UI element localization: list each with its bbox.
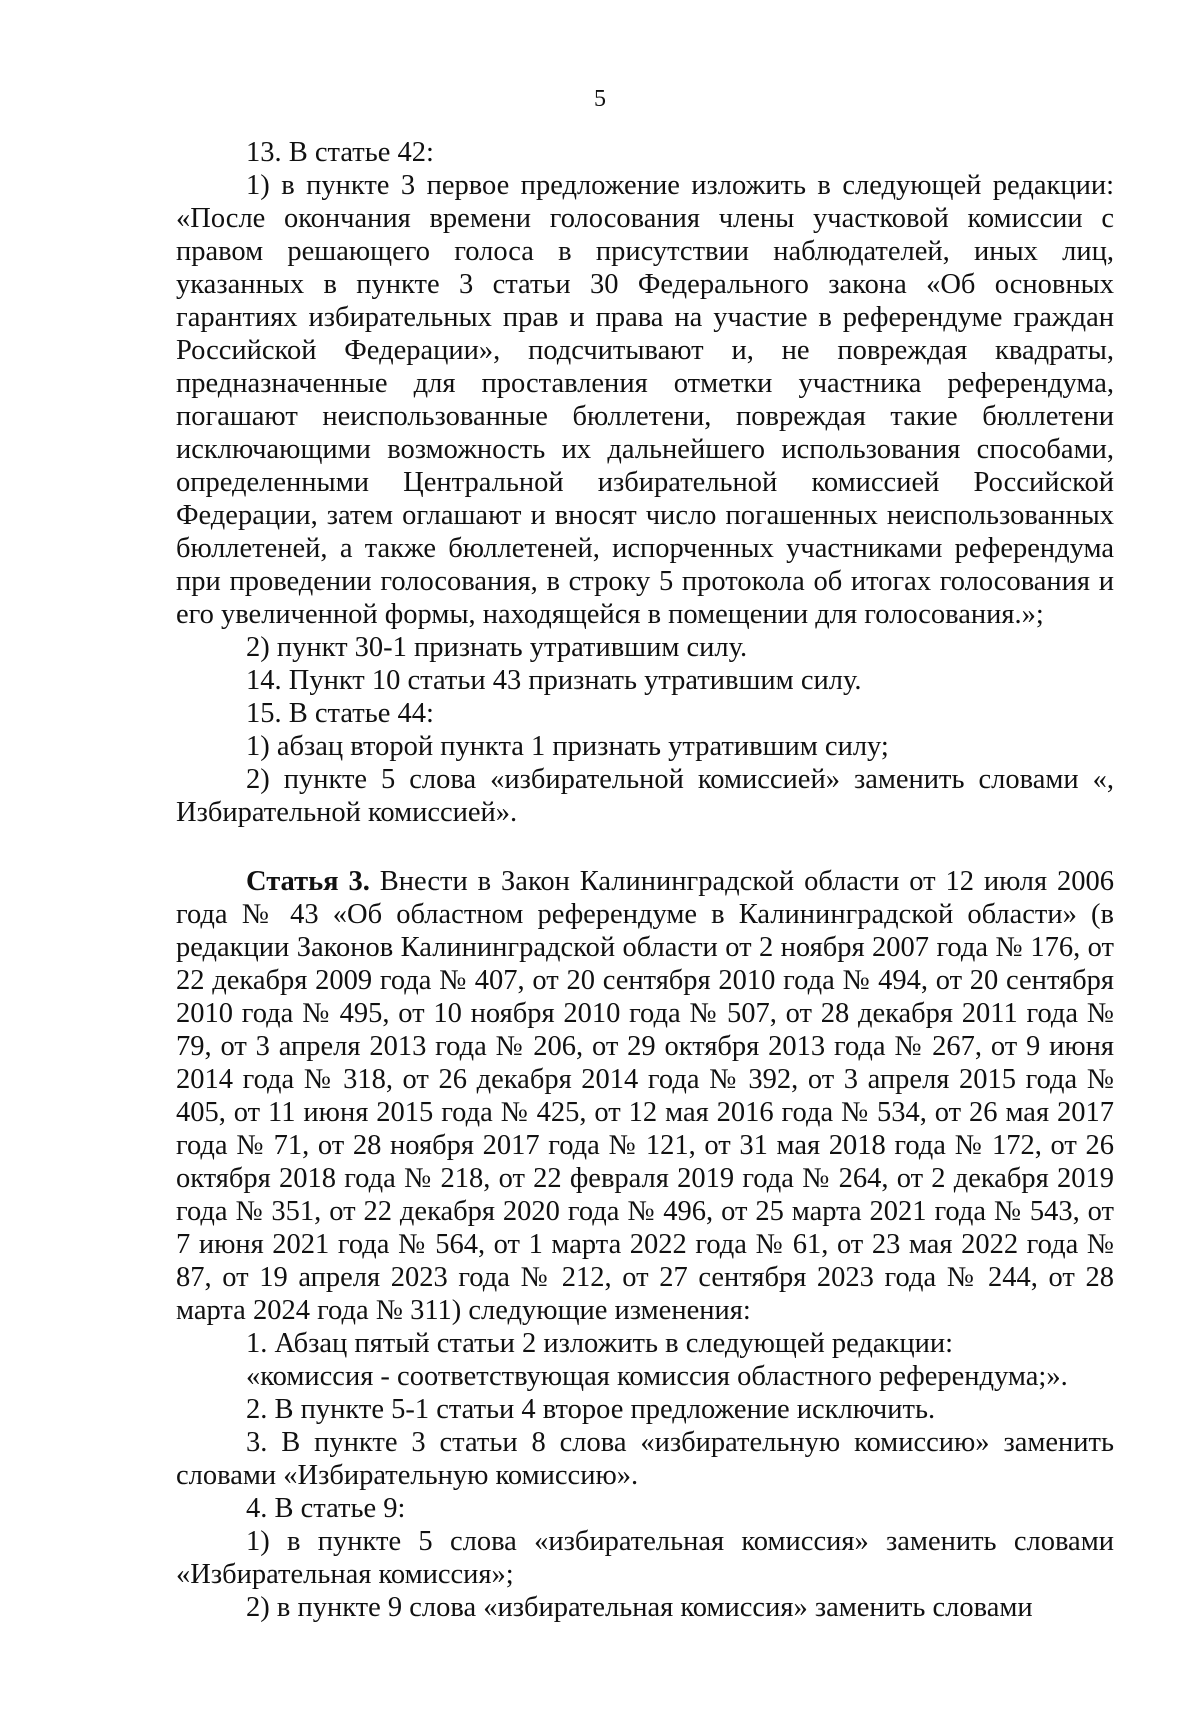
article3-heading: Статья 3.	[246, 866, 370, 897]
change-4-item1: 1) в пункте 5 слова «избирательная комиссия» заменить словами «Избирательная комиссия»;	[176, 1526, 1114, 1590]
article3-paragraph	[176, 865, 1114, 1327]
paragraph-14: 14. Пункт 10 статьи 43 признать утратившим силу.	[246, 665, 862, 696]
change-2: 2. В пункте 5-1 статьи 4 второе предложение исключить.	[246, 1394, 936, 1425]
paragraph-article42: 13. В статье 42:	[246, 137, 434, 168]
paragraph-15-item1: 1) абзац второй пункта 1 признать утратившим силу;	[246, 731, 889, 762]
change-4: 4. В статье 9:	[246, 1493, 406, 1524]
document-body	[176, 136, 1114, 1624]
page-number: 5	[594, 86, 606, 112]
paragraph-item2: 2) пункт 30-1 признать утратившим силу.	[246, 632, 748, 663]
change-1: 1. Абзац пятый статьи 2 изложить в следующей редакции:	[246, 1328, 954, 1359]
change-1-quote: «комиссия - соответствующая комиссия областного референдума;».	[246, 1361, 1068, 1392]
paragraph-item1: 1) в пункте 3 первое предложение изложить в следующей редакции: «После окончания времени голосования члены участковой комиссии с правом решающего голоса в присутствии наблюдателей, иных лиц, указанных в пункте 3 статьи 30 Федерального закона «Об основных гарантиях избирательных прав и права на участие в референдуме граждан Российской Федерации», подсчитывают и, не повреждая квадраты, предназначенные для проставления отметки участника референдума, погашают неиспользованные бюллетени, повреждая такие бюллетени исключающими возможность их дальнейшего использования способами, определенными Центральной избирательной комиссией Российской Федерации, затем оглашают и вносят число погашенных неиспользованных бюллетеней, а также бюллетеней, испорченных участниками референдума при проведении голосования, в строку 5 протокола об итогах голосования и его увеличенной формы, находящейся в помещении для голосования.»;	[176, 170, 1114, 630]
section-spacer	[176, 829, 1114, 865]
change-3: 3. В пункте 3 статьи 8 слова «избирательную комиссию» заменить словами «Избирательную комиссию».	[176, 1427, 1114, 1491]
article3-text: Внести в Закон Калининградской области от 12 июля 2006 года № 43 «Об областном референдуме в Калининградской области» (в редакции Законов Калининградской области от 2 ноября 2007 года № 176, от 22 декабря 2009 года № 407, от 20 сентября 2010 года № 494, от 20 сентября 2010 года № 495, от 10 ноября 2010 года № 507, от 28 декабря 2011 года № 79, от 3 апреля 2013 года № 206, от 29 октября 2013 года № 267, от 9 июня 2014 года № 318, от 26 декабря 2014 года № 392, от 3 апреля 2015 года № 405, от 11 июня 2015 года № 425, от 12 мая 2016 года № 534, от 26 мая 2017 года № 71, от 28 ноября 2017 года № 121, от 31 мая 2018 года № 172, от 26 октября 2018 года № 218, от 22 февраля 2019 года № 264, от 2 декабря 2019 года № 351, от 22 декабря 2020 года № 496, от 25 марта 2021 года № 543, от 7 июня 2021 года № 564, от 1 марта 2022 года № 61, от 23 мая 2022 года № 87, от 19 апреля 2023 года № 212, от 27 сентября 2023 года № 244, от 28 марта 2024 года № 311) следующие изменения:	[176, 866, 1114, 1326]
paragraph-15: 15. В статье 44:	[246, 698, 434, 729]
paragraph-15-item2: 2) пункте 5 слова «избирательной комиссией» заменить словами «, Избирательной комиссией».	[176, 764, 1114, 828]
change-4-item2: 2) в пункте 9 слова «избирательная комиссия» заменить словами	[246, 1592, 1033, 1623]
